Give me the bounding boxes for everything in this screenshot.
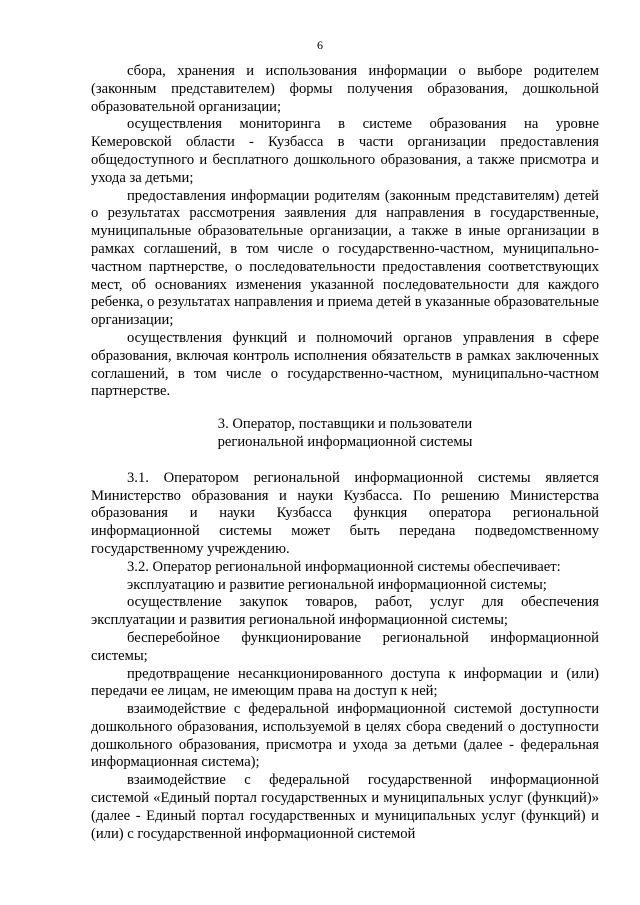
paragraph: взаимодействие с федеральной государственной информационной системой «Единый портал государственных и муниципальных услуг (функций)» (далее - Единый портал государственных и муниципальных услуг (функций) и (или) с государственной информационной системой: [91, 772, 599, 842]
paragraph: 3.1. Оператором региональной информационной системы является Министерство образования и науки Кузбасса. По решению Министерства образования и науки Кузбасса функция оператора региональной информационной системы может быть передана подведомственному государственному учреждению.: [91, 469, 599, 557]
document-body: [91, 63, 599, 843]
section-heading-line-1: 3. Оператор, поставщики и пользователи: [217, 416, 473, 433]
paragraph: эксплуатацию и развитие региональной информационной системы;: [127, 576, 547, 593]
paragraph: бесперебойное функционирование региональной информационной системы;: [91, 629, 599, 664]
paragraph: предотвращение несанкционированного доступа к информации и (или) передачи ее лицам, не имеющим права на доступ к ней;: [91, 665, 599, 700]
paragraph: 3.2. Оператор региональной информационной системы обеспечивает:: [127, 558, 561, 575]
page-number: 6: [317, 38, 323, 52]
paragraph: сбора, хранения и использования информации о выборе родителем (законным представителем) формы получения образования, дошкольной образовательной организации;: [91, 63, 599, 115]
paragraph: взаимодействие с федеральной информационной системой доступности дошкольного образования, используемой в целях сбора сведений о доступности дошкольного образования, присмотра и ухода за детьми (далее - федеральная информационная система);: [91, 701, 599, 771]
section-heading-line-2: региональной информационной системы: [217, 433, 473, 450]
paragraph: осуществление закупок товаров, работ, услуг для обеспечения эксплуатации и развития региональной информационной системы;: [91, 594, 599, 629]
paragraph: предоставления информации родителям (законным представителям) детей о результатах рассмотрения заявления для направления в государственные, муниципальные образовательные организации, а также в иные организации в рамках соглашений, в том числе о государственно-частном, муниципально-частном партнерстве, о последовательности предоставления соответствующих мест, об основаниях изменения указанной последовательности для каждого ребенка, о результатах направления и приема детей в указанные образовательные организации;: [91, 187, 599, 329]
paragraph: осуществления функций и полномочий органов управления в сфере образования, включая контроль исполнения обязательств в рамках заключенных соглашений, в том числе о государственно-частном, муниципально-частном партнерстве.: [91, 329, 599, 400]
paragraph: осуществления мониторинга в системе образования на уровне Кемеровской области - Кузбасса в части организации предоставления общедоступного и бесплатного дошкольного образования, а также присмотра и ухода за детьми;: [91, 116, 599, 186]
